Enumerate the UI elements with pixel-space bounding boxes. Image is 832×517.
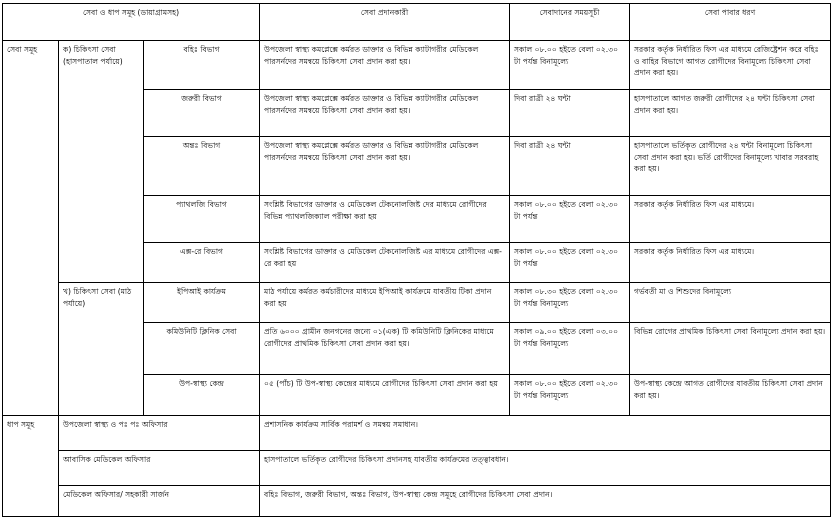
services-table (2, 3, 831, 517)
dept-cell: জরুরী বিভাগ (144, 90, 260, 137)
timing-cell: সকাল ০৮.০০ হইতে বেলা ০২.৩০ টা পর্যন্ত বিনামূল্যে (510, 375, 630, 416)
dept-cell: কমিউনিটি ক্লিনিক সেবা (144, 323, 260, 375)
step-duty: প্রশাসনিক কার্যক্রম সার্বিক পরামর্শ ও সমন্বয় সমাধান। (260, 416, 831, 451)
step-row (3, 451, 831, 486)
step-duty: হাসপাতালে ভর্তিকৃত রোগীদের চিকিৎসা প্রদানসহ যাবতীয় কার্যক্রমের তত্ত্বাবধান। (260, 451, 831, 486)
dept-cell: বহিঃ বিভাগ (144, 41, 260, 90)
type-cell: হাসপাতালে ভর্তিকৃত রোগীদের ২৪ ঘন্টা বিনামূল্যে চিকিৎসা সেবা প্রদান করা হয়। ভর্তি রোগীদের বিনামূল্যে খাবার সরবরাহ করা হয়। (630, 137, 831, 196)
type-cell: সরকার কর্তৃক নির্ধারিত ফিস এর মাধ্যমে রেজিষ্ট্রেশন করে বহিঃ ও বাহির বিভাগে আগত রোগীদের বিনামূল্যে চিকিৎসা সেবা প্রদান করা হয়। (630, 41, 831, 90)
services-section-label: সেবা সমূহ (3, 41, 59, 416)
type-cell: হাসপাতালে আগত জরুরী রোগীদের ২৪ ঘন্টা চিকিৎসা সেবা প্রদান করা হয়। (630, 90, 831, 137)
type-cell: সরকার কর্তৃক নির্ধারিত ফিস এর মাধ্যমে। (630, 196, 831, 243)
dept-cell: অন্তঃ বিভাগ (144, 137, 260, 196)
timing-cell: সকাল ০৮.৩০ হইতে বেলা ০২.৩০ টা পর্যন্ত বিনামূল্যে (510, 283, 630, 323)
header-timing: সেবাদানের সময়সূচী (510, 4, 630, 41)
group-field: খ) চিকিৎসা সেবা (মাঠ পর্যায়ে) (59, 283, 144, 416)
timing-cell: দিবা রাত্রী ২৪ ঘন্টা (510, 90, 630, 137)
dept-cell: উপ-স্বাস্থ্য কেন্দ্র (144, 375, 260, 416)
table-row (3, 283, 831, 323)
type-cell: গর্ভবতী মা ও শিশুদের বিনামূল্যে (630, 283, 831, 323)
timing-cell: সকাল ০৮.০০ হইতে বেলা ০২.৩০ টা পর্যন্ত বিনামূল্যে (510, 41, 630, 90)
timing-cell: সকাল ০৮.০০ হইতে বেলা ০২.৩০ টা পর্যন্ত (510, 243, 630, 283)
header-row (3, 4, 831, 41)
table-row (3, 41, 831, 90)
dept-cell: এক্স-রে বিভাগ (144, 243, 260, 283)
steps-section-label: ধাপ সমূহ (3, 416, 59, 517)
provider-cell: সংশ্লিষ্ট বিভাগের ডাক্তার ও মেডিকেল টেকনোলজিষ্ট দের মাধ্যমে রোগীদের বিভিন্ন প্যাথলজিক্যাল পরীক্ষা করা হয় (260, 196, 510, 243)
header-services-and-steps: সেবা ও ধাপ সমূহ (ডায়াগ্রামসহ) (3, 4, 260, 41)
provider-cell: উপজেলা স্বাস্থ্য কমপ্লেক্সে কর্মরত ডাক্তার ও বিভিন্ন ক্যাটাগরীর মেডিকেল পারসর্নদের সমন্বয়ে চিকিৎসা সেবা প্রদান করা হয়। (260, 137, 510, 196)
timing-cell: সকাল ০৯.০০ হইতে বেলা ০৩.০০ টা পর্যন্ত বিনামূল্যে (510, 323, 630, 375)
provider-cell: উপজেলা স্বাস্থ্য কমপ্লেক্সে কর্মরত ডাক্তার ও বিভিন্ন ক্যাটাগরীর মেডিকেল পারসর্নদের সমন্বয়ে চিকিৎসা সেবা প্রদান করা হয়। (260, 41, 510, 90)
group-hospital: ক) চিকিৎসা সেবা (হাসপাতাল পর্যায়ে) (59, 41, 144, 283)
step-row (3, 486, 831, 517)
type-cell: উপ-স্বাস্থ্য কেন্দ্রে আগত রোগীদের যাবতীয় চিকিৎসা সেবা প্রদান করা হয়। (630, 375, 831, 416)
timing-cell: দিবা রাত্রী ২৪ ঘন্টা (510, 137, 630, 196)
step-role: মেডিকেল অফিসার/ সহকারী সার্জন (59, 486, 260, 517)
step-row (3, 416, 831, 451)
provider-cell: মাঠ পর্যায়ে কর্মরত কর্মচারীদের মাধ্যমে ইপিআই কার্যক্রমে যাবতীয় টিকা প্রদান করা হয় (260, 283, 510, 323)
step-role: আবাসিক মেডিকেল অফিসার (59, 451, 260, 486)
header-type: সেবা পাবার ধরণ (630, 4, 831, 41)
provider-cell: সংশ্লিষ্ট বিভাগের ডাক্তার ও মেডিকেল টেকনোলজিষ্ট এর মাধ্যমে রোগীদের এক্স-রে করা হয় (260, 243, 510, 283)
provider-cell: ০৫ (পাঁচ) টি উপ-স্বাস্থ্য কেন্দ্রের মাধ্যমে রোগীদের চিকিৎসা সেবা প্রদান করা হয় (260, 375, 510, 416)
step-role: উপজেলা স্বাস্থ্য ও পঃ পঃ অফিসার (59, 416, 260, 451)
timing-cell: সকাল ০৮.০০ হইতে বেলা ০২.৩০ টা পর্যন্ত (510, 196, 630, 243)
provider-cell: প্রতি ৬০০০ গ্রামীন জনগনের জন্যে ০১(এক) টি কমিউনিটি ক্লিনিকের মাধ্যমে রোগীদের প্রাথমিক চিকিৎসা সেবা প্রদান করা হয়। (260, 323, 510, 375)
step-duty: বহিঃ বিভাগ, জরুরী বিভাগ, অন্তঃ বিভাগ, উপ-স্বাস্থ্য কেন্দ্র সমূহে রোগীদের চিকিৎসা সেবা প্রদান। (260, 486, 831, 517)
dept-cell: ইপিআই কার্যক্রম (144, 283, 260, 323)
dept-cell: প্যাথলজি বিভাগ (144, 196, 260, 243)
provider-cell: উপজেলা স্বাস্থ্য কমপ্লেক্সে কর্মরত ডাক্তার ও বিভিন্ন ক্যাটাগরীর মেডিকেল পারসর্নদের সমন্বয়ে চিকিৎসা সেবা প্রদান করা হয়। (260, 90, 510, 137)
type-cell: সরকার কর্তৃক নির্ধারিত ফিস এর মাধ্যমে। (630, 243, 831, 283)
type-cell: বিভিন্ন রোগের প্রাথমিক চিকিৎসা সেবা বিনামূল্যে প্রদান করা হয়। (630, 323, 831, 375)
header-provider: সেবা প্রদানকারী (260, 4, 510, 41)
